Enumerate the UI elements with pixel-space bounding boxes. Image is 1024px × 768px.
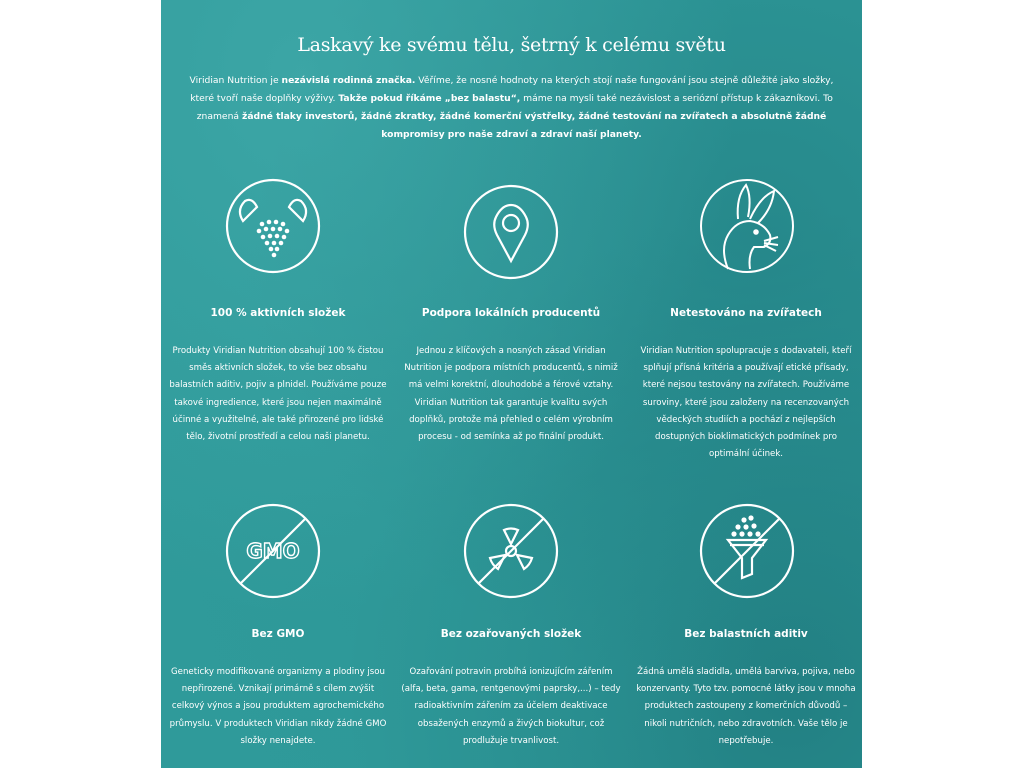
intro-paragraph: [183, 72, 840, 144]
rabbit-icon: [698, 177, 796, 275]
capsule-icon: [224, 177, 322, 275]
feature-title: Netestováno na zvířatech: [670, 307, 822, 319]
page-title: Laskavý ke svému tělu, šetrný k celému světu: [297, 34, 726, 56]
intro-text-3: máme na mysli také nezávislost a seriózní přístup k zákazníkovi. To znamená: [196, 93, 833, 122]
intro-bold-1: nezávislá rodinná značka.: [281, 75, 416, 86]
feature-title: 100 % aktivních složek: [210, 307, 346, 319]
content-panel: [161, 0, 862, 768]
feature-title: Podpora lokálních producentů: [421, 307, 601, 319]
no-additives-funnel-icon: [698, 502, 796, 600]
intro-text-1: Viridian Nutrition je: [189, 75, 282, 86]
intro-bold-2: Takže pokud říkáme „bez balastu“,: [338, 93, 521, 104]
gmo-icon-text: GMO: [246, 539, 300, 563]
feature-title: Bez GMO: [251, 628, 305, 640]
feature-title: Bez ozařovaných složek: [440, 628, 582, 640]
feature-text: Viridian Nutrition spolupracuje s dodavateli, kteří splňují přísná kritéria a používají etické přísady, které nejsou testovány na zvířatech. Používáme suroviny, které jsou založeny na recenzovaných vědeckých studiích a pochází z nejlepších dostupných bioklimatických podmínek pro optimální účinek.: [640, 346, 852, 460]
feature-text: Ozařování potravin probíhá ionizujícím zářením (alfa, beta, gama, rentgenovými paprsky,...) – tedy radioaktivním zářením za účelem deaktivace obsažených enzymů a živých biokultur, což prodlužuje trvanlivost.: [401, 667, 621, 746]
feature-title: Bez balastních aditiv: [684, 628, 808, 640]
intro-text-2: Věříme, že nosné hodnoty na kterých stojí naše fungování jsou stejně důležité jako složky, které tvoří naše doplňky výživy.: [190, 75, 834, 104]
no-gmo-icon: [224, 502, 322, 600]
feature-text: Produkty Viridian Nutrition obsahují 100 % čistou směs aktivních složek, to vše bez obsahu balastních aditiv, pojiv a plnidel. Používáme pouze takové ingredience, které jsou nejen maximálně účinné a využitelné, ale také přirozené pro lidské tělo, životní prostředí a celou naši planetu.: [169, 346, 387, 443]
location-pin-icon: [462, 183, 560, 281]
no-radiation-icon: [462, 502, 560, 600]
feature-text: Geneticky modifikované organizmy a plodiny jsou nepřirozené. Vznikají primárně s cílem zvýšit celkový výnos a jsou produktem agrochemického průmyslu. V produktech Viridian nikdy žádné GMO složky nenajdete.: [169, 667, 387, 746]
intro-bold-3: žádné tlaky investorů, žádné zkratky, žádné komerční výstřelky, žádné testování na zvířatech a absolutně žádné kompromisy pro naše zdraví a zdraví naší planety.: [241, 111, 827, 140]
feature-text: Jednou z klíčových a nosných zásad Viridian Nutrition je podpora místních producentů, s nimiž má velmi korektní, dlouhodobé a férové vztahy. Viridian Nutrition tak garantuje kvalitu svých doplňků, protože má přehled o celém výrobním procesu - od semínka až po finální produkt.: [404, 346, 618, 443]
feature-text: Žádná umělá sladidla, umělá barviva, pojiva, nebo konzervanty. Tyto tzv. pomocné látky jsou v mnoha produktech zastoupeny z komerčních důvodů – nikoli nutričních, nebo zdravotních. Vaše tělo je nepotřebuje.: [636, 667, 856, 746]
